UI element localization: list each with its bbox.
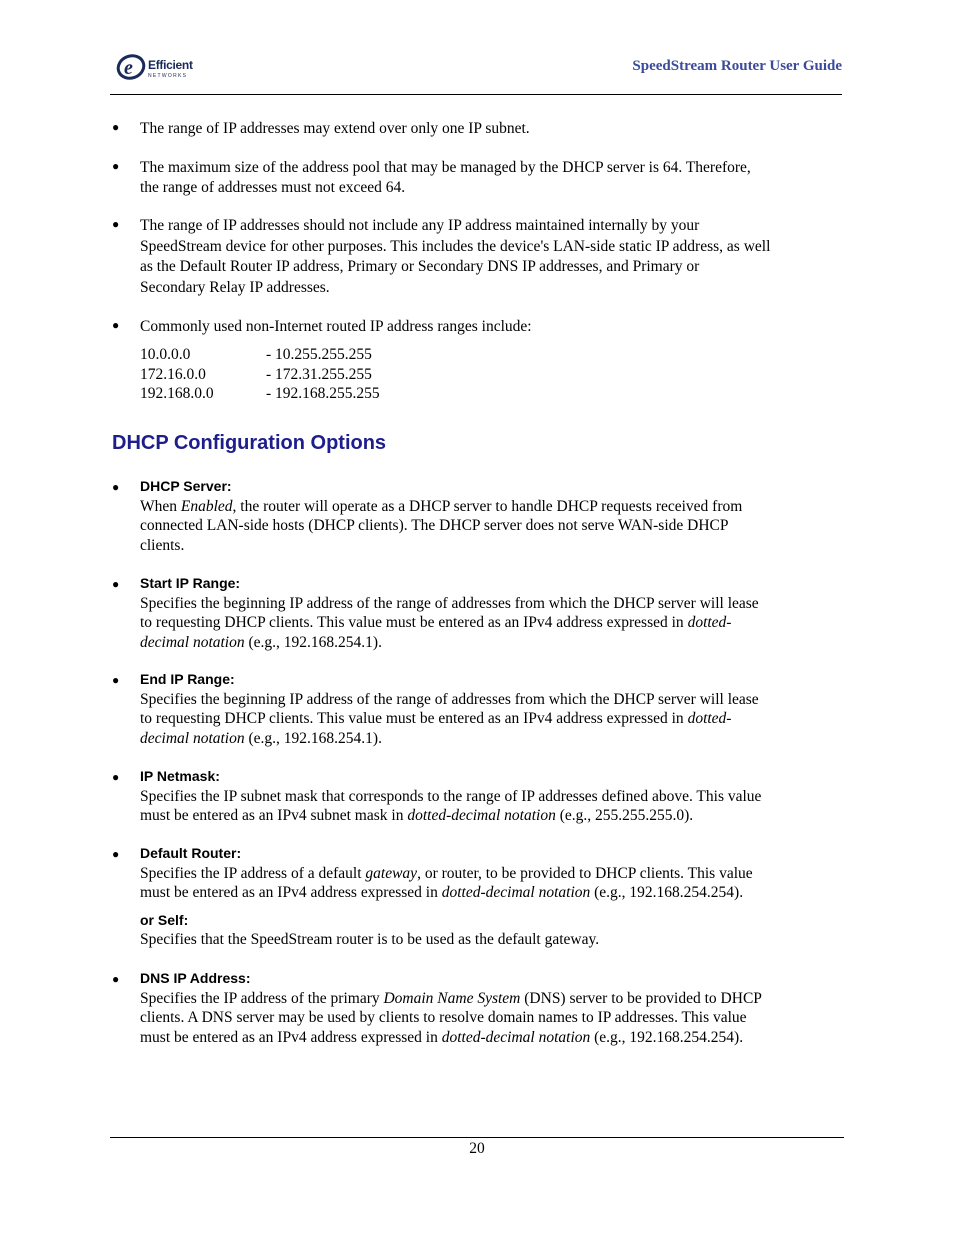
italic-span: dotted- <box>687 710 732 727</box>
bullet-icon: ● <box>112 673 120 687</box>
italic-span: gateway <box>365 864 418 882</box>
text-line <box>140 497 840 517</box>
text-line: Specifies the beginning IP address of the range of addresses from which the DHCP server will lease <box>140 594 759 612</box>
text-span: (DNS) server to be provided to DHCP <box>520 989 762 1007</box>
section-heading: DHCP Configuration Options <box>112 432 387 454</box>
text-span: to requesting DHCP clients. This value must be entered as an IPv4 address expressed in <box>140 710 688 727</box>
text-line: connected LAN-side hosts (DHCP clients). The DHCP server does not serve WAN-side DHCP <box>140 517 729 534</box>
text-line: the range of addresses must not exceed 64. <box>140 178 406 196</box>
text-line: The range of IP addresses may extend over only one IP subnet. <box>140 120 530 137</box>
option-label: IP Netmask: <box>140 768 220 784</box>
logo-e-icon <box>114 52 148 82</box>
option-dns-ip-address <box>140 969 840 1047</box>
text-span: (e.g., 192.168.254.1). <box>244 633 382 651</box>
text-span: Specifies the IP address of a default <box>140 864 366 882</box>
intro-bullet-2 <box>140 158 840 197</box>
text-line: The maximum size of the address pool that may be managed by the DHCP server is 64. Therefore, <box>140 159 751 176</box>
logo-subtext: NETWORKS <box>148 73 188 79</box>
option-start-ip-range <box>140 574 840 652</box>
intro-bullet-4 <box>140 317 840 337</box>
text-line <box>140 883 840 903</box>
page-header <box>110 44 842 94</box>
text-span: (e.g., 192.168.254.254). <box>590 1028 744 1046</box>
text-line <box>140 709 840 729</box>
option-label: End IP Range: <box>140 671 235 687</box>
italic-span: dotted-decimal notation <box>441 884 591 901</box>
text-span: must be entered as an IPv4 subnet mask in <box>140 807 408 824</box>
text-line: as the Default Router IP address, Primary or Secondary DNS IP addresses, and Primary or <box>140 258 700 275</box>
text-line: clients. <box>140 536 185 554</box>
option-label: Default Router: <box>140 845 242 861</box>
text-span: must be entered as an IPv4 address expressed in <box>140 1028 442 1046</box>
text-line: The range of IP addresses should not include any IP address maintained internally by your <box>140 217 700 234</box>
text-span: , or router, to be provided to DHCP clients. This value <box>417 864 753 882</box>
text-line: Specifies the IP subnet mask that corresponds to the range of IP addresses defined above. This value <box>140 787 762 805</box>
italic-span: Enabled <box>180 497 233 515</box>
option-label: DNS IP Address: <box>140 970 251 986</box>
text-line: Specifies the beginning IP address of the range of addresses from which the DHCP server will lease <box>140 690 759 708</box>
bullet-icon: ● <box>112 972 120 986</box>
efficient-networks-logo <box>114 52 214 82</box>
italic-span: decimal notation <box>140 633 245 651</box>
text-span: (e.g., 255.255.255.0). <box>555 807 694 824</box>
text-line: Commonly used non-Internet routed IP address ranges include: <box>140 318 532 335</box>
footer-rule <box>110 1137 844 1138</box>
italic-span: dotted-decimal notation <box>441 1028 591 1046</box>
text-line: Specifies that the SpeedStream router is to be used as the default gateway. <box>140 931 600 948</box>
bullet-icon: ● <box>112 159 120 173</box>
text-line <box>140 613 840 633</box>
range-end: - 172.31.255.255 <box>266 366 372 383</box>
text-span: to requesting DHCP clients. This value must be entered as an IPv4 address expressed in <box>140 614 688 631</box>
text-span: Specifies the IP address of the primary <box>140 989 384 1007</box>
italic-span: Domain Name System <box>383 989 521 1007</box>
text-line <box>140 1028 840 1048</box>
option-sublabel: or Self: <box>140 911 189 928</box>
text-span: When <box>140 497 181 515</box>
option-end-ip-range <box>140 670 840 748</box>
option-label: Start IP Range: <box>140 575 241 591</box>
page-number: 20 <box>469 1140 485 1157</box>
bullet-icon: ● <box>112 770 120 784</box>
option-dhcp-server <box>140 477 840 555</box>
bullet-icon: ● <box>112 577 120 591</box>
bullet-icon: ● <box>112 120 120 134</box>
text-line: clients. A DNS server may be used by clients to resolve domain names to IP addresses. This value <box>140 1009 747 1026</box>
intro-bullet-3 <box>140 216 840 298</box>
guide-title: SpeedStream Router User Guide <box>632 58 842 74</box>
text-span: , the router will operate as a DHCP server to handle DHCP requests received from <box>232 497 743 515</box>
range-end: - 10.255.255.255 <box>266 346 372 363</box>
range-start: 172.16.0.0 <box>140 366 206 383</box>
bullet-icon: ● <box>112 847 120 861</box>
text-line: SpeedStream device for other purposes. This includes the device's LAN-side static IP address, as well <box>140 237 771 255</box>
svg-text:e: e <box>124 57 133 79</box>
text-line <box>140 729 840 749</box>
text-span: (e.g., 192.168.254.254). <box>590 884 744 901</box>
range-end: - 192.168.255.255 <box>266 385 380 402</box>
header-rule <box>110 94 842 95</box>
text-line: Secondary Relay IP addresses. <box>140 278 330 296</box>
text-line <box>140 864 840 884</box>
bullet-icon: ● <box>112 217 120 231</box>
italic-span: dotted- <box>687 614 732 631</box>
italic-span: dotted-decimal notation <box>407 807 556 824</box>
text-line <box>140 633 840 653</box>
range-start: 10.0.0.0 <box>140 346 191 363</box>
option-ip-netmask <box>140 767 840 826</box>
option-label: DHCP Server: <box>140 478 232 494</box>
text-span: must be entered as an IPv4 address expressed in <box>140 884 442 901</box>
bullet-icon: ● <box>112 480 120 494</box>
logo-wordmark: Efficient <box>148 58 193 72</box>
text-line <box>140 806 840 826</box>
text-span: (e.g., 192.168.254.1). <box>244 729 382 747</box>
intro-bullet-1 <box>140 119 840 139</box>
bullet-icon: ● <box>112 318 120 332</box>
option-default-router <box>140 844 840 950</box>
italic-span: decimal notation <box>140 729 245 747</box>
range-start: 192.168.0.0 <box>140 385 214 402</box>
text-line <box>140 989 840 1009</box>
